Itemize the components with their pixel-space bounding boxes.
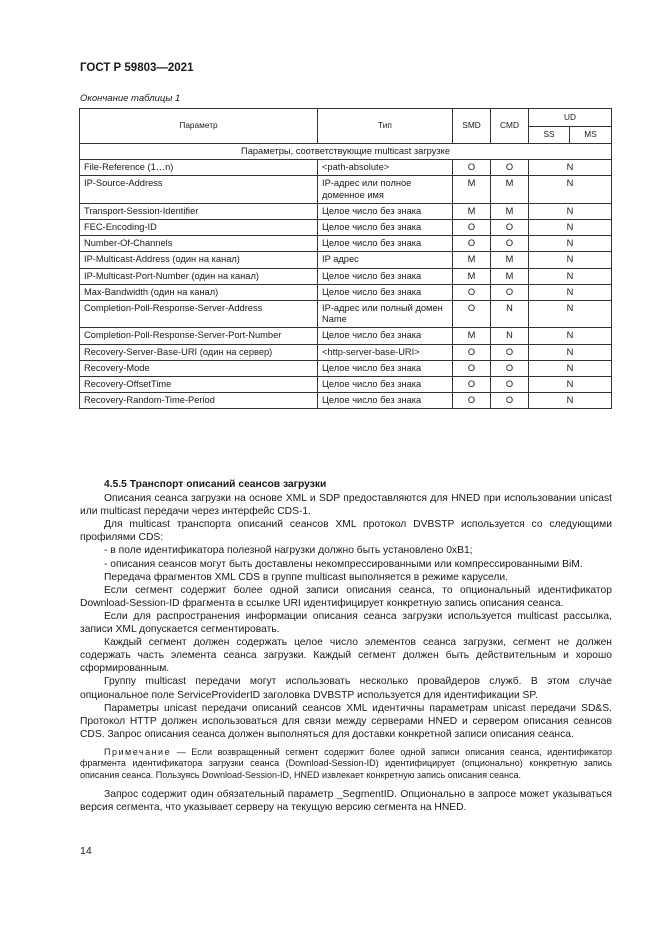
cell-ud: N (529, 252, 612, 268)
cell-parameter: Max-Bandwidth (один на канал) (80, 284, 318, 300)
cell-type: Целое число без знака (318, 377, 453, 393)
cell-parameter: Recovery-Random-Time-Period (80, 393, 318, 409)
header-smd: SMD (453, 109, 491, 144)
note-label: Примечание (104, 746, 172, 757)
cell-smd: O (453, 393, 491, 409)
table-row (80, 284, 612, 300)
cell-type: Целое число без знака (318, 328, 453, 344)
note (80, 747, 612, 782)
cell-parameter: IP-Multicast-Address (один на канал) (80, 252, 318, 268)
cell-cmd: O (491, 236, 529, 252)
cell-smd: M (453, 328, 491, 344)
section-body (80, 478, 612, 814)
cell-cmd: M (491, 268, 529, 284)
final-paragraph: Запрос содержит один обязательный параметр _SegmentID. Опционально в запросе может указываться версия сегмента, что указывает серверу на текущую версию сегмента на HNED. (80, 788, 612, 813)
cell-smd: M (453, 176, 491, 203)
header-cmd: CMD (491, 109, 529, 144)
paragraph: Передача фрагментов XML CDS в группе multicast выполняется в режиме карусели. (104, 571, 508, 583)
cell-ud: N (529, 176, 612, 203)
paragraph: Если для распространения информации описания сеанса загрузки используется multicast рассылка, записи XML допускается сегментировать. (80, 610, 612, 636)
cell-ud: N (529, 301, 612, 328)
note-text: — Если возвращенный сегмент содержит более одной записи описания сеанса, идентификатор фрагмента идентификатора загрузки сеанса (Download-Session-ID) идентифицирует (опционально) конкретную запись описания сеанса. Пользуясь Download-Session-ID, HNED извлекает конкретную запись описания сеанса. (80, 746, 612, 781)
cell-smd: O (453, 160, 491, 176)
table-section-title: Параметры, соответствующие multicast загрузке (80, 144, 612, 160)
header-ms: MS (570, 126, 612, 144)
paragraph: Описания сеанса загрузки на основе XML и SDP предоставляются для HNED при использовании unicast или multicast передачи через интерфейс CDS-1. (80, 493, 612, 518)
cell-type: IP адрес (318, 252, 453, 268)
cell-cmd: N (491, 328, 529, 344)
cell-cmd: O (491, 377, 529, 393)
cell-type: Целое число без знака (318, 360, 453, 376)
cell-parameter: Recovery-Server-Base-URI (один на сервер) (80, 344, 318, 360)
cell-smd: O (453, 301, 491, 328)
cell-type: <path-absolute> (318, 160, 453, 176)
page-number: 14 (80, 845, 92, 857)
cell-cmd: N (491, 301, 529, 328)
list-item: - описания сеансов могут быть доставлены некомпрессированными или компрессированными BiM. (104, 558, 583, 570)
table-row (80, 236, 612, 252)
table-row (80, 268, 612, 284)
paragraph: Группу multicast передачи могут использовать несколько провайдеров служб. В этом случае опциональное поле ServiceProviderID заголовка DVBSTP используется для идентификации SP. (80, 676, 612, 701)
cell-parameter: IP-Multicast-Port-Number (один на канал) (80, 268, 318, 284)
cell-smd: O (453, 344, 491, 360)
cell-cmd: O (491, 393, 529, 409)
cell-ud: N (529, 284, 612, 300)
cell-smd: O (453, 360, 491, 376)
cell-cmd: M (491, 252, 529, 268)
cell-ud: N (529, 377, 612, 393)
cell-type: Целое число без знака (318, 268, 453, 284)
cell-ud: N (529, 344, 612, 360)
cell-ud: N (529, 268, 612, 284)
cell-smd: O (453, 377, 491, 393)
cell-type: Целое число без знака (318, 393, 453, 409)
cell-cmd: M (491, 176, 529, 203)
header-type: Тип (318, 109, 453, 144)
cell-parameter: Completion-Poll-Response-Server-Port-Number (80, 328, 318, 344)
cell-smd: M (453, 268, 491, 284)
cell-type: Целое число без знака (318, 236, 453, 252)
cell-type: IP-адрес или полное доменное имя (318, 176, 453, 203)
cell-type: Целое число без знака (318, 203, 453, 219)
cell-cmd: O (491, 220, 529, 236)
table-row (80, 360, 612, 376)
cell-cmd: O (491, 284, 529, 300)
cell-cmd: M (491, 203, 529, 219)
table-row (80, 301, 612, 328)
paragraph: Для multicast транспорта описаний сеансов XML протокол DVBSTP используется со следующими профилями CDS: (80, 519, 612, 544)
cell-smd: O (453, 284, 491, 300)
cell-type: Целое число без знака (318, 284, 453, 300)
table-row (80, 328, 612, 344)
cell-cmd: O (491, 344, 529, 360)
cell-parameter: Number-Of-Channels (80, 236, 318, 252)
cell-ud: N (529, 393, 612, 409)
cell-ud: N (529, 220, 612, 236)
paragraph: Каждый сегмент должен содержать целое число элементов сеанса загрузки, сегмент не должен содержать часть элемента сеанса загрузки. Каждый сегмент должен быть действительным и хорошо сформированным. (80, 637, 612, 675)
cell-ud: N (529, 360, 612, 376)
cell-smd: O (453, 220, 491, 236)
table-row (80, 344, 612, 360)
header-ud: UD (529, 109, 612, 127)
table-row (80, 176, 612, 203)
cell-ud: N (529, 236, 612, 252)
table-row (80, 393, 612, 409)
cell-smd: M (453, 203, 491, 219)
list-item: - в поле идентификатора полезной нагрузки должно быть установлено 0xB1; (104, 545, 473, 557)
table-row (80, 252, 612, 268)
cell-parameter: Recovery-OffsetTime (80, 377, 318, 393)
table-row (80, 377, 612, 393)
cell-parameter: Completion-Poll-Response-Server-Address (80, 301, 318, 328)
header-ss: SS (529, 126, 570, 144)
cell-cmd: O (491, 360, 529, 376)
table-row (80, 220, 612, 236)
document-header: ГОСТ Р 59803—2021 (80, 62, 194, 74)
cell-type: IP-адрес или полный домен Name (318, 301, 453, 328)
cell-parameter: IP-Source-Address (80, 176, 318, 203)
table-row (80, 203, 612, 219)
cell-parameter: File-Reference (1…n) (80, 160, 318, 176)
cell-ud: N (529, 203, 612, 219)
cell-smd: M (453, 252, 491, 268)
cell-ud: N (529, 328, 612, 344)
table-caption: Окончание таблицы 1 (80, 93, 181, 104)
cell-type: <http-server-base-URI> (318, 344, 453, 360)
paragraph: Если сегмент содержит более одной записи описания сеанса, то опциональный идентификатор Download-Session-ID фрагмента в ссылке URI идентифицирует конкретную запись описания сеанса. (80, 584, 612, 609)
paragraph: Параметры unicast передачи описаний сеансов XML идентичны параметрам unicast передачи SD&S. Протокол HTTP должен использоваться для связи между серверами HNED и сервером описания сеансов CDS. Запрос описания сеанса должен выполняться для доставки конкретной записи описания сеанса. (80, 702, 612, 740)
cell-smd: O (453, 236, 491, 252)
cell-type: Целое число без знака (318, 220, 453, 236)
cell-parameter: Recovery-Mode (80, 360, 318, 376)
cell-ud: N (529, 160, 612, 176)
cell-parameter: FEC-Encoding-ID (80, 220, 318, 236)
cell-parameter: Transport-Session-Identifier (80, 203, 318, 219)
parameters-table (79, 108, 612, 409)
header-param: Параметр (80, 109, 318, 144)
cell-cmd: O (491, 160, 529, 176)
table-row (80, 160, 612, 176)
section-heading: 4.5.5 Транспорт описаний сеансов загрузки (104, 479, 327, 490)
